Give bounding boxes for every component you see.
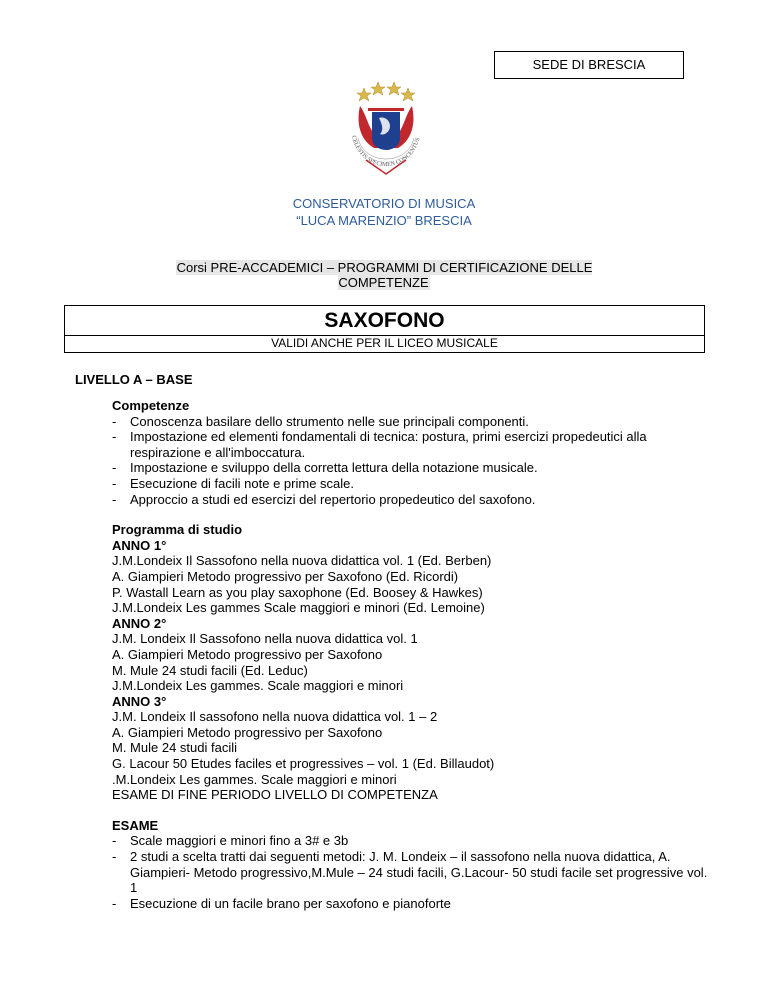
anno1-label: ANNO 1° bbox=[112, 537, 167, 553]
institution-line1: CONSERVATORIO DI MUSICA bbox=[292, 196, 476, 211]
list-item: - 2 studi a scelta tratti dai seguenti metodi: J. M. Londeix – il sassofono nella nuova didattica, A. Giampieri- Metodo progressivo,M.Mule – 24 studi facili, G.Lacour- 50 studi facile set progressive vol. 1 bbox=[112, 849, 708, 896]
list-item: - Conoscenza basilare dello strumento nelle sue principali componenti. bbox=[112, 413, 529, 429]
document-subtitle: VALIDI ANCHE PER IL LICEO MUSICALE bbox=[64, 335, 705, 353]
corsi-text: Corsi PRE-ACCADEMICI – PROGRAMMI DI CERTIFICAZIONE DELLE COMPETENZE bbox=[176, 260, 593, 290]
list-item: A. Giampieri Metodo progressivo per Saxofono bbox=[112, 646, 383, 662]
institution-line2: “LUCA MARENZIO” BRESCIA bbox=[296, 213, 472, 228]
corsi-heading bbox=[145, 260, 623, 290]
livello-heading: LIVELLO A – BASE bbox=[75, 372, 193, 387]
document-title: SAXOFONO bbox=[64, 305, 705, 336]
anno3-label: ANNO 3° bbox=[112, 693, 167, 709]
list-item: J.M.Londeix Les gammes. Scale maggiori e minori bbox=[112, 678, 404, 694]
lyre-emblem-icon bbox=[346, 78, 426, 182]
document-content bbox=[112, 398, 712, 911]
list-item: A. Giampieri Metodo progressivo per Saxofono bbox=[112, 724, 383, 740]
list-item: M. Mule 24 studi facili (Ed. Leduc) bbox=[112, 662, 308, 678]
competenze-heading: Competenze bbox=[112, 398, 190, 413]
sede-label: SEDE DI BRESCIA bbox=[494, 51, 684, 79]
list-item: .M.Londeix Les gammes. Scale maggiori e minori bbox=[112, 771, 397, 787]
list-item: P. Wastall Learn as you play saxophone (Ed. Boosey & Hawkes) bbox=[112, 584, 483, 600]
list-item: M. Mule 24 studi facili bbox=[112, 740, 237, 756]
list-item: - Scale maggiori e minori fino a 3# e 3b bbox=[112, 833, 349, 849]
list-item: J.M. Londeix Il sassofono nella nuova didattica vol. 1 – 2 bbox=[112, 709, 438, 725]
esame-heading: ESAME bbox=[112, 817, 159, 833]
programma-heading: Programma di studio bbox=[112, 522, 243, 538]
list-item: - Esecuzione di facili note e prime scale. bbox=[112, 475, 355, 491]
list-item: J.M.Londeix Les gammes Scale maggiori e minori (Ed. Lemoine) bbox=[112, 600, 485, 616]
logo-motto: CELESTIS SPECIMEN CONCENTUS bbox=[350, 135, 422, 169]
institution-name bbox=[200, 195, 568, 229]
list-item: - Impostazione ed elementi fondamentali di tecnica: postura, primi esercizi propedeutici alla respirazione e all'imboccatura. bbox=[112, 429, 647, 460]
list-item: - Esecuzione di un facile brano per saxofono e pianoforte bbox=[112, 895, 451, 911]
list-item: J.M.Londeix Il Sassofono nella nuova didattica vol. 1 (Ed. Berben) bbox=[112, 553, 492, 569]
esame-fine-periodo: ESAME DI FINE PERIODO LIVELLO DI COMPETENZA bbox=[112, 787, 438, 803]
list-item: A. Giampieri Metodo progressivo per Saxofono (Ed. Ricordi) bbox=[112, 568, 459, 584]
list-item: - Approccio a studi ed esercizi del repertorio propedeutico del saxofono. bbox=[112, 491, 536, 507]
anno2-label: ANNO 2° bbox=[112, 615, 167, 631]
conservatory-logo bbox=[346, 78, 426, 182]
list-item: J.M. Londeix Il Sassofono nella nuova didattica vol. 1 bbox=[112, 631, 418, 647]
list-item: - Impostazione e sviluppo della corretta lettura della notazione musicale. bbox=[112, 460, 538, 476]
list-item: G. Lacour 50 Etudes faciles et progressives – vol. 1 (Ed. Billaudot) bbox=[112, 756, 495, 772]
